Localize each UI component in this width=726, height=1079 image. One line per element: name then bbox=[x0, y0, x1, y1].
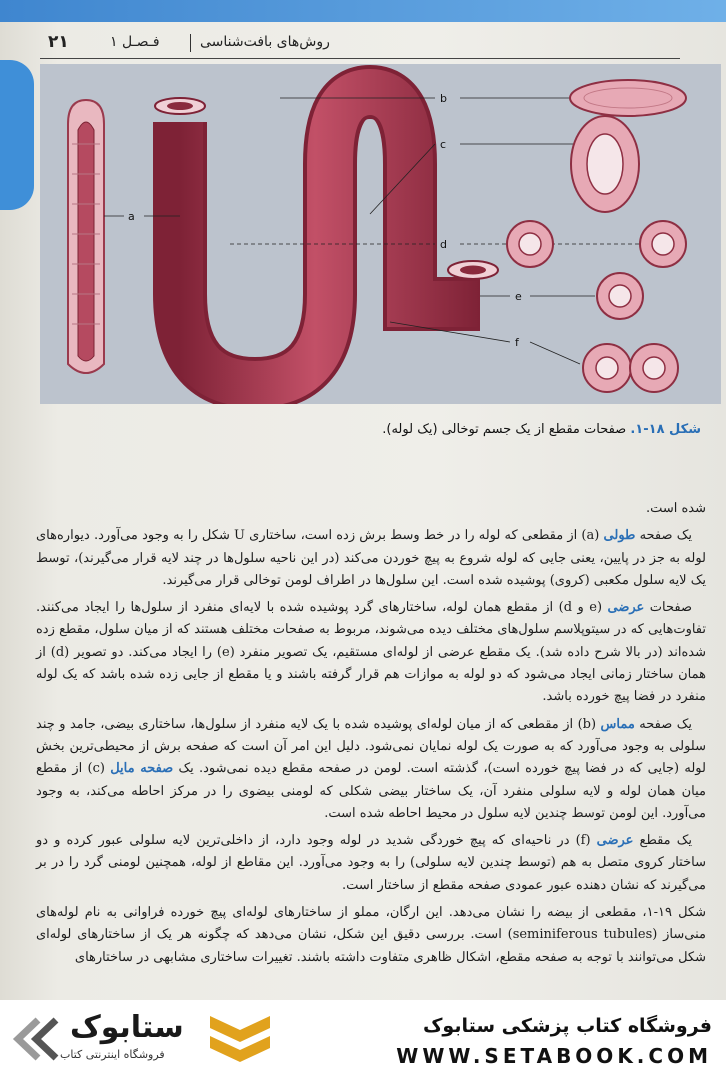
running-title: روش‌های بافت‌شناسی bbox=[200, 34, 330, 50]
body-text bbox=[36, 498, 706, 974]
p2-intro: صفحات bbox=[644, 600, 692, 616]
tube-section-figure bbox=[40, 64, 721, 404]
p1-intro: یک صفحه bbox=[635, 528, 692, 544]
p3-text-2: (c) از مقطع میان همان لوله و لایه سلولی منفرد آن، یک ساختار بیضی شکلی که لومنی بیضوی را در مرکز احاطه می‌کند، به وجود می‌آورد. این لومن توسط چندین لایه سلول در محیط احاطه شده است. bbox=[36, 761, 706, 821]
p3-text: (b) از مقطعی که از میان لوله‌ای پوشیده شده با یک لایه منفرد از سلول‌ها، ساختاری بیضی، جامد و چند سلولی به وجود می‌آورد که به صورت یک لوله نمایان نمی‌شود. دلیل این امر آن است که صفحه برش از محیطی‌ترین بخش لوله (جایی که در فضا پیچ خورده است)، گذشته است. لومن در صفحه مقطع دیده نمی‌شود. یک bbox=[36, 716, 706, 777]
p3-intro: یک صفحه bbox=[634, 716, 692, 732]
label-e: e bbox=[515, 290, 522, 303]
store-logo-text: ستابوک bbox=[70, 1010, 184, 1045]
paragraph-5: شکل ۱۹-۱، مقطعی از بیضه را نشان می‌دهد. این ارگان، مملو از ساختارهای لوله‌ای پیچ خورده فراوانی به نام لوله‌های منی‌ساز (seminiferous tubules) است. بررسی دقیق این شکل، نشان می‌دهد که چگونه هر یک از ساختارهای لوله‌ای شکل می‌توانند با توجه به صفحه مقطع، اشکال ظاهری متفاوت داشته باشند. تغییرات ساختاری مشابهی در ساختارهای bbox=[36, 905, 706, 965]
paragraph-3 bbox=[36, 714, 706, 825]
keyword-tangential: مماس bbox=[600, 716, 635, 732]
keyword-longitudinal: طولی bbox=[603, 528, 636, 544]
header-divider bbox=[190, 34, 191, 52]
figure-caption-text: صفحات مقطع از یک جسم توخالی (یک لوله). bbox=[382, 422, 627, 437]
label-c: c bbox=[440, 138, 447, 151]
store-footer bbox=[0, 1000, 726, 1079]
paragraph-4 bbox=[36, 830, 706, 897]
store-logo-icon bbox=[8, 1014, 64, 1064]
figure-number: شکل ۱۸-۱. bbox=[630, 422, 701, 437]
p4-intro: یک مقطع bbox=[633, 833, 692, 849]
paragraph-0: شده است. bbox=[645, 501, 706, 516]
section-b-tangential bbox=[570, 80, 686, 116]
tube-diagram bbox=[40, 64, 721, 404]
keyword-transverse: عرضی bbox=[607, 600, 645, 616]
chapter-side-tab bbox=[0, 60, 34, 210]
longitudinal-section bbox=[68, 100, 104, 373]
figure-caption bbox=[40, 422, 701, 437]
p1-text: (a) از مقطعی که لوله را در خط وسط برش زده است، ساختاری U شکل را به وجود می‌آورد. دیواره‌های لوله به جز در پایین، یعنی جایی که لوله شروع به پیچ خوردن می‌کند (در این ناحیه سلول‌ها در چند لایه قرار می‌گیرند)، توسط یک لایه سلول مکعبی (کروی) پوشیده شده است. این سلول‌ها در اطراف لومن توخالی قرار می‌گیرند. bbox=[36, 528, 706, 588]
chevron-stack-icon bbox=[205, 1010, 275, 1070]
label-a: a bbox=[128, 210, 135, 223]
page-number: ۲۱ bbox=[48, 32, 69, 52]
page-header bbox=[40, 28, 680, 59]
label-f: f bbox=[515, 336, 519, 349]
paragraph-2 bbox=[36, 597, 706, 708]
label-b: b bbox=[440, 92, 447, 105]
keyword-transverse-2: عرضی bbox=[596, 833, 634, 849]
top-color-band bbox=[0, 0, 726, 22]
chapter-label: فـصـل ۱ bbox=[110, 34, 160, 50]
section-e-transverse bbox=[597, 273, 643, 319]
section-c-oblique bbox=[571, 116, 639, 212]
store-url[interactable]: WWW.SETABOOK.COM bbox=[396, 1044, 712, 1068]
p2-text: (e و d) از مقطع همان لوله، ساختارهای گرد پوشیده شده با لایه‌ای منفرد از سلول‌ها را ایجاد می‌کنند. تفاوت‌هایی که در سیتوپلاسم سلول‌های مختلف دیده می‌شوند، مربوط به صفحات مختلف هستند که از میان سلول، مقطع زده شده‌اند (در بالا شرح داده شد). یک مقطع عرضی از لوله‌ای مستقیم، یک تصویر منفرد (e) را ایجاد می‌کند. دو تصویر (d) از همان ساختار زمانی ایجاد می‌شود که دو لوله به موازات هم قرار گرفته باشند و یا مقطع از جایی زده شده باشد که یک لوله منفرد در فضا پیچ خورده باشد. bbox=[36, 600, 706, 705]
label-d: d bbox=[440, 238, 447, 251]
keyword-oblique: صفحه مایل bbox=[110, 761, 174, 777]
store-logo-subtitle: فروشگاه اینترنتی کتاب bbox=[60, 1048, 165, 1061]
p4-text: (f) در ناحیه‌ای که پیچ خوردگی شدید در لوله وجود دارد، از داخلی‌ترین لایه سلولی عبور کرده و دو ساختار کروی متصل به هم (توسط چندین لایه سلولی) را به وجود می‌آورد. این مقاطع از لوله، همچنین لومنی گرد را در بر می‌گیرند که نشان دهنده عبور عمودی صفحه مقطع از ساختار است. bbox=[36, 833, 706, 893]
section-f-double bbox=[583, 344, 678, 392]
paragraph-1 bbox=[36, 525, 706, 592]
store-name: فروشگاه کتاب پزشکی ستابوک bbox=[422, 1015, 712, 1037]
